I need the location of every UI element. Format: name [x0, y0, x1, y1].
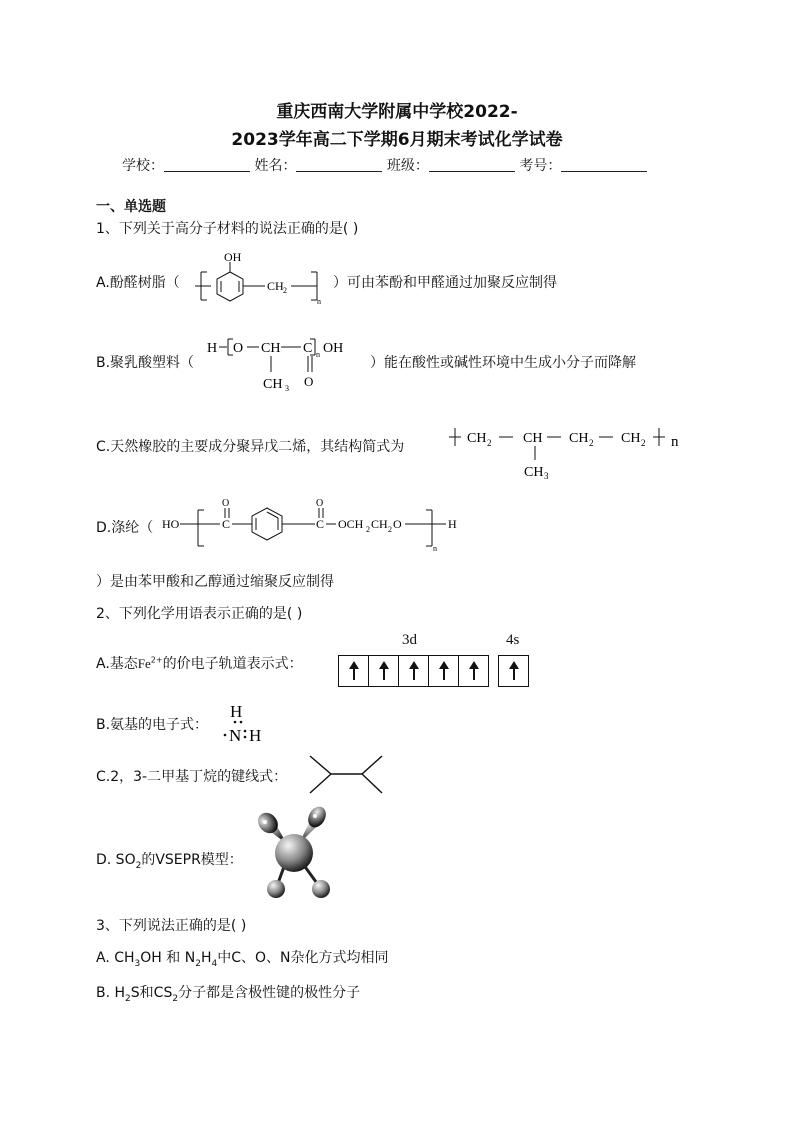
q2-stem: 2、下列化学用语表示正确的是( ): [96, 606, 303, 622]
svg-text:CH: CH: [371, 517, 388, 531]
q3-a-part: A. CH: [96, 950, 135, 966]
svg-text:3: 3: [285, 384, 289, 393]
ch2-label: CH: [267, 279, 284, 293]
pla-o: O: [233, 341, 244, 356]
pi-ch2-b: CH: [569, 431, 589, 446]
pet-o1: O: [222, 498, 230, 509]
pet-h: H: [448, 517, 457, 531]
phenolic-resin-structure: [193, 250, 343, 308]
up-arrow-icon: [458, 655, 489, 687]
q3-b-part: B. H: [96, 985, 126, 1001]
q3-a-part: OH 和 N: [140, 950, 196, 966]
up-arrow-icon: [368, 655, 399, 687]
q3-a-sub: 4: [211, 958, 218, 969]
dimethylbutane-skeletal: [307, 753, 387, 799]
q1-d-suffix: ）是由苯甲酸和乙醇通过缩聚反应制得: [96, 574, 334, 590]
pet-o2: O: [316, 498, 324, 509]
polyisoprene-structure: [447, 420, 687, 480]
q1-option-c: C.天然橡胶的主要成分聚异戊二烯，其结构简式为: [96, 439, 405, 455]
svg-text:O: O: [393, 517, 402, 531]
pla-n: n: [316, 350, 320, 359]
pi-ch2-c: CH: [621, 431, 641, 446]
q3-a-sub: 2: [195, 958, 201, 969]
pla-ch: CH: [261, 341, 281, 356]
pi-n: n: [671, 434, 679, 450]
exam-number-label: 考号：: [519, 158, 562, 174]
svg-text:2: 2: [487, 438, 492, 448]
svg-text:2: 2: [366, 525, 370, 534]
amino-h-top: H: [230, 702, 243, 721]
q3-b-sub: 2: [125, 993, 131, 1004]
pet-structure: [160, 496, 470, 558]
q1-option-b: B.聚乳酸塑料（: [96, 355, 195, 371]
q1-option-d: D.涤纶（: [96, 520, 154, 536]
class-label: 班级：: [386, 158, 429, 174]
svg-text:3: 3: [544, 471, 549, 480]
pi-ch3: CH: [524, 465, 544, 480]
q1-stem: 1、下列关于高分子材料的说法正确的是( ): [96, 221, 359, 237]
q2-option-c: C.2，3-二甲基丁烷的键线式：: [96, 769, 288, 785]
q3-stem: 3、下列说法正确的是( ): [96, 918, 247, 934]
exam-title-line1: 重庆西南大学附属中学校2022-: [276, 102, 518, 122]
pla-ch3: CH: [263, 377, 283, 392]
exam-number-blank[interactable]: [561, 157, 647, 172]
q3-b-sub: 2: [172, 993, 179, 1004]
q3-option-a: [96, 947, 388, 969]
svg-text:2: 2: [388, 525, 392, 534]
student-info-row: [122, 155, 647, 175]
repeat-n: n: [317, 297, 321, 306]
oh-label: OH: [224, 250, 242, 264]
amino-electron-formula: [222, 697, 272, 745]
amino-n: N: [229, 726, 242, 745]
q2-a-text2: 的价电子轨道表示式：: [162, 656, 303, 672]
q1-a-prefix: A.酚醛树脂（: [96, 275, 180, 291]
so2-vsepr-model: [255, 806, 340, 902]
name-blank[interactable]: [296, 157, 382, 172]
q2-option-b: B.氨基的电子式：: [96, 717, 209, 733]
pet-n: n: [433, 544, 437, 553]
q3-option-b: [96, 982, 360, 1004]
q3-b-part: S和CS: [130, 985, 173, 1001]
svg-text:2: 2: [283, 286, 287, 295]
up-arrow-icon: [428, 655, 459, 687]
up-arrow-icon: [498, 655, 529, 687]
q3-a-part: H: [200, 950, 212, 966]
orbital-4s-box: [499, 655, 529, 687]
up-arrow-icon: [338, 655, 369, 687]
q3-a-part: 中C、O、N杂化方式均相同: [217, 950, 389, 966]
q2-a-text: A.基态: [96, 656, 138, 672]
q1-option-a: [96, 272, 180, 292]
pla-c: C: [303, 341, 313, 356]
svg-text:2: 2: [641, 438, 646, 448]
pla-dbl-o: O: [304, 374, 314, 389]
q2-d-text2: 的VSEPR模型：: [141, 852, 243, 868]
up-arrow-icon: [398, 655, 429, 687]
q2-option-d: [96, 849, 243, 871]
class-blank[interactable]: [429, 157, 515, 172]
q1-b-suffix: ）能在酸性或碱性环境中生成小分子而降解: [370, 355, 636, 371]
orbital-3d-label: 3d: [402, 632, 417, 648]
q3-b-part: 分子都是含极性键的极性分子: [178, 985, 361, 1001]
polylactic-acid-structure: [205, 334, 375, 396]
pet-c2: C: [316, 517, 325, 531]
amino-h-right: H: [249, 726, 262, 745]
pi-ch: CH: [523, 431, 543, 446]
section-heading: 一、单选题: [96, 199, 166, 215]
pi-ch2-a: CH: [467, 431, 487, 446]
pet-ho: HO: [162, 517, 180, 531]
svg-text:2: 2: [589, 438, 594, 448]
pla-h: H: [207, 341, 218, 356]
fe-charge: 2+: [150, 655, 163, 665]
so2-sub: 2: [135, 860, 142, 871]
orbital-3d-boxes: [339, 655, 489, 687]
orbital-4s-label: 4s: [506, 632, 520, 648]
fe-ion: Fe: [137, 656, 151, 671]
pet-c1: C: [222, 517, 231, 531]
pla-oh: OH: [323, 341, 344, 356]
pet-tail: OCH: [338, 517, 364, 531]
school-blank[interactable]: [164, 157, 250, 172]
exam-title-line2: 2023学年高二下学期6月期末考试化学试卷: [231, 130, 563, 150]
name-label: 姓名：: [254, 158, 297, 174]
q3-a-sub: 3: [134, 958, 141, 969]
q1-a-suffix: ）可由苯酚和甲醛通过加聚反应制得: [333, 275, 557, 291]
q2-d-text: D. SO: [96, 852, 136, 868]
school-label: 学校：: [122, 158, 164, 174]
q2-option-a: [96, 653, 303, 673]
